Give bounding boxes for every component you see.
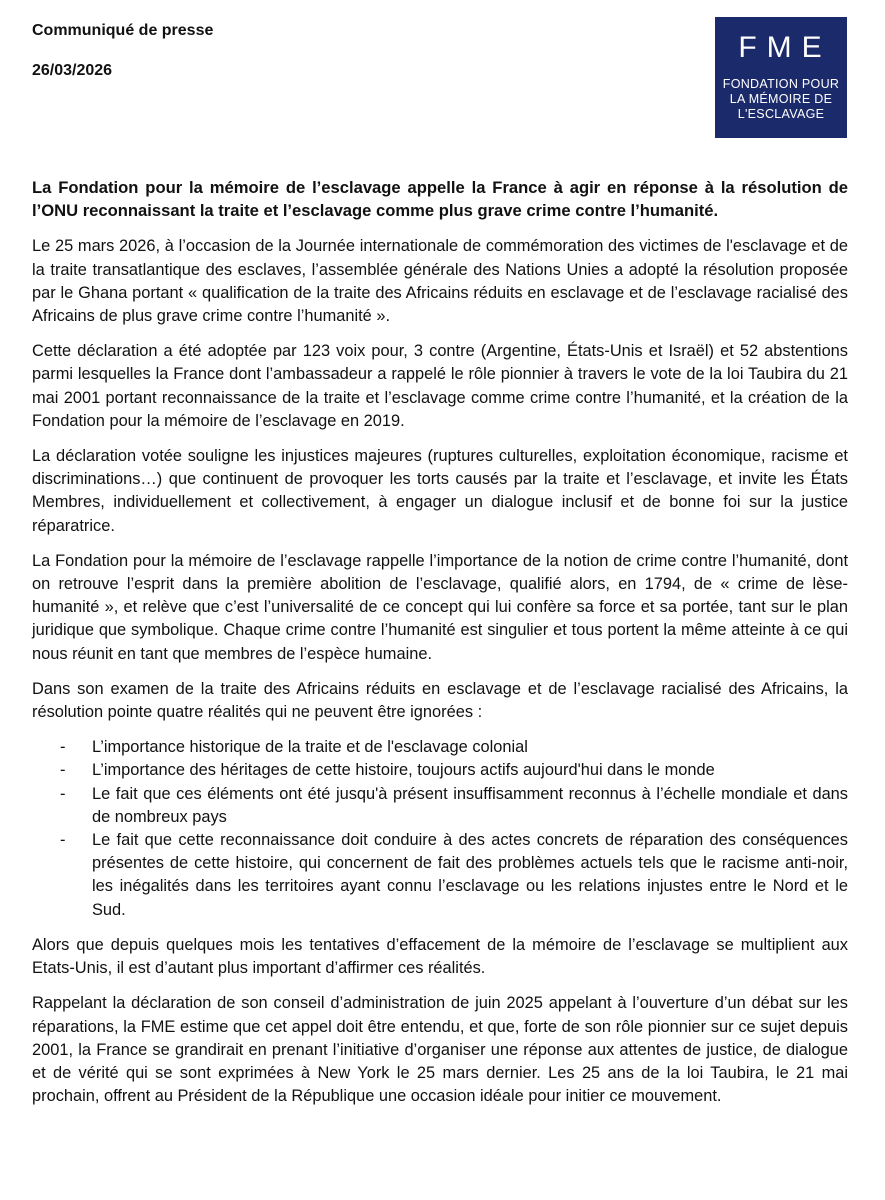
logo-text — [715, 77, 847, 122]
fme-logo — [715, 17, 847, 138]
paragraph: Dans son examen de la traite des Africains réduits en esclavage et de l’esclavage racialisé des Africains, la résolution pointe quatre réalités qui ne peuvent être ignorées : — [32, 679, 848, 722]
list-item-text: L’importance des héritages de cette histoire, toujours actifs aujourd'hui dans le monde — [92, 761, 715, 780]
paragraph: La déclaration votée souligne les injustices majeures (ruptures culturelles, exploitation économique, racisme et discriminations…) que continuent de provoquer les torts causés par la traite et l’esclavage, et invite les États Membres, individuellement et collectivement, à engager un dialogue inclusif et de bonne foi sur la justice réparatrice. — [32, 447, 848, 535]
bullet-marker: - — [60, 784, 66, 803]
list-item-text: L’importance historique de la traite et de l'esclavage colonial — [92, 738, 528, 757]
paragraph: Cette déclaration a été adoptée par 123 voix pour, 3 contre (Argentine, États-Unis et Israël) et 52 abstentions parmi lesquelles la France dont l’ambassadeur a rappelé le rôle pionnier à travers le vote de la loi Taubira du 21 mai 2001 portant reconnaissance de la traite et l’esclavage comme crime contre l’humanité, et la création de la Fondation pour la mémoire de l’esclavage en 2019. — [32, 342, 848, 430]
logo-line-2: LA MÉMOIRE DE — [729, 92, 833, 106]
lead-paragraph: La Fondation pour la mémoire de l’esclavage appelle la France à agir en réponse à la résolution de l’ONU reconnaissant la traite et l’esclavage comme plus grave crime contre l’humanité. — [32, 178, 848, 221]
bullet-marker: - — [60, 831, 66, 850]
paragraph: Le 25 mars 2026, à l’occasion de la Journée internationale de commémoration des victimes de l'esclavage et de la traite transatlantique des esclaves, l’assemblée générale des Nations Unies a adopté la résolution proposée par le Ghana portant « qualification de la traite des Africains réduits en esclavage et de l’esclavage racialisé des Africains de plus grave crime contre l’humanité ». — [32, 237, 848, 326]
list-item-text: Le fait que cette reconnaissance doit conduire à des actes concrets de réparation des conséquences présentes de cette histoire, qui concernent de fait des problèmes actuels tels que le racisme anti-noir, les inégalités dans les territoires ayant connu l’esclavage ou les relations injustes entre le Nord et le Sud. — [92, 831, 848, 919]
press-release-body — [32, 176, 848, 1120]
bullet-marker: - — [60, 738, 66, 757]
bullet-marker: - — [60, 761, 66, 780]
list-item-text: Le fait que ces éléments ont été jusqu'à présent insuffisamment reconnus à l’échelle mondiale et dans de nombreux pays — [92, 784, 848, 826]
realities-list — [32, 736, 848, 922]
paragraph: Alors que depuis quelques mois les tentatives d’effacement de la mémoire de l’esclavage se multiplient aux Etats-Unis, il est d’autant plus important d’affirmer ces réalités. — [32, 935, 848, 978]
logo-line-1: FONDATION POUR — [722, 77, 840, 91]
list-item — [32, 759, 848, 782]
document-type-label: Communiqué de presse — [32, 22, 214, 39]
list-item — [32, 829, 848, 922]
list-item — [32, 736, 848, 759]
paragraph: Rappelant la déclaration de son conseil d’administration de juin 2025 appelant à l’ouverture d’un débat sur les réparations, la FME estime que cet appel doit être entendu, et que, forte de son rôle pionnier sur ce sujet depuis 2001, la France se grandirait en prenant l’initiative d’organiser une réponse aux attentes de justice, de dialogue et de vérité qui se sont exprimées à New York le 25 mars dernier. Les 25 ans de la loi Taubira, le 21 mai prochain, offrent au Président de la République une occasion idéale pour initier ce mouvement. — [32, 994, 848, 1106]
paragraph: La Fondation pour la mémoire de l’esclavage rappelle l’importance de la notion de crime contre l’humanité, dont on retrouve l’esprit dans la première abolition de l’esclavage, qualifié alors, en 1794, de « crime de lèse-humanité », et relève que c’est l’universalité de ce concept qui lui confère sa force et sa portée, tant sur le plan juridique que symbolique. Chaque crime contre l’humanité est singulier et tous portent la même atteinte à ce qui nous réunit en tant que membres de l’espèce humaine. — [32, 551, 848, 663]
release-date: 26/03/2026 — [32, 62, 113, 79]
list-item — [32, 783, 848, 829]
logo-mark: FME — [738, 31, 832, 64]
logo-line-3: L'ESCLAVAGE — [737, 107, 825, 121]
